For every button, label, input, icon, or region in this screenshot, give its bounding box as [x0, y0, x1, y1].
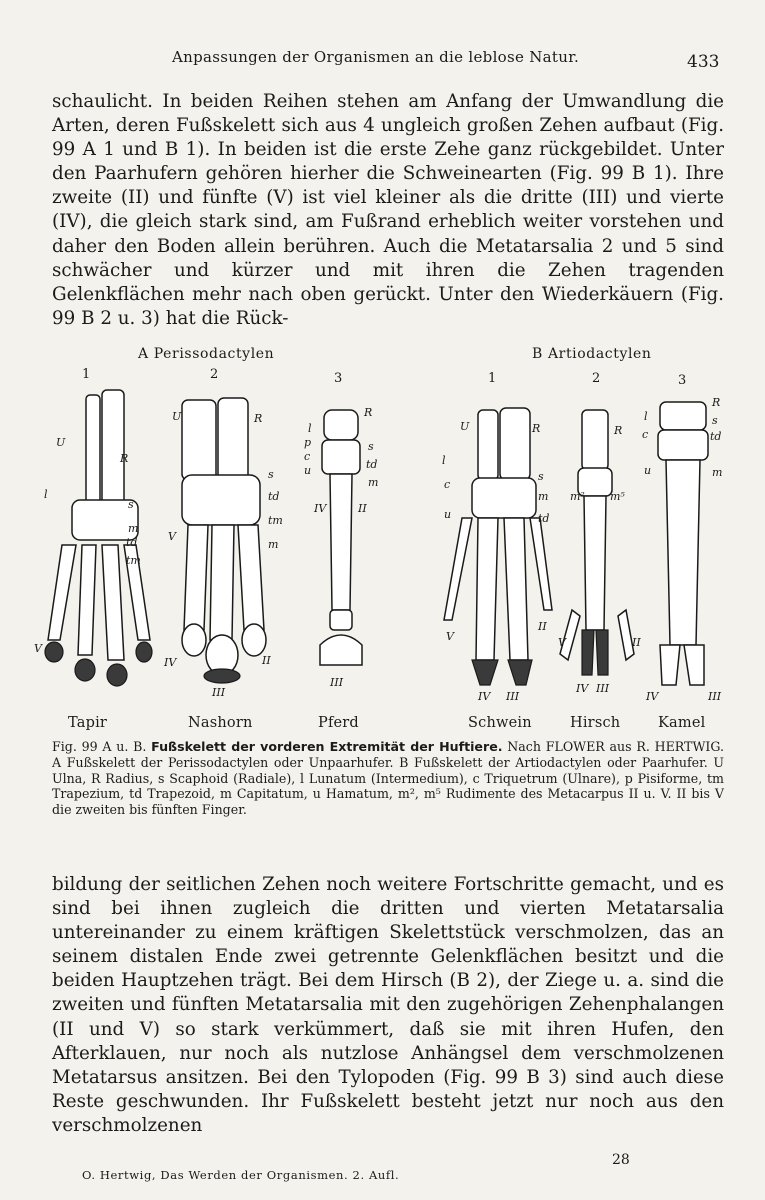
- label-hamatum-horse: u: [304, 464, 312, 477]
- panel-number-b1: 1: [488, 371, 497, 386]
- label-digit-iii-horse: III: [330, 676, 344, 689]
- footer-sheet-number: 28: [612, 1152, 630, 1168]
- label-ulna-rhino: U: [172, 410, 182, 423]
- label-trapezoid-pig: td: [538, 512, 550, 525]
- label-trapezoid-horse: td: [366, 458, 378, 471]
- pig-skeleton: [442, 408, 552, 703]
- label-lunatum-pig: l: [442, 454, 446, 467]
- label-scaphoid-horse: s: [368, 440, 374, 453]
- label-digit-v-deer: V: [558, 636, 566, 649]
- label-radius-deer: R: [614, 424, 623, 437]
- running-header: [0, 48, 765, 78]
- label-scaphoid-rhino: s: [268, 468, 274, 481]
- animal-label-pferd: Pferd: [318, 715, 359, 731]
- label-digit-iii-deer: III: [596, 682, 610, 695]
- label-digit-iv-horse: IV: [314, 502, 327, 515]
- label-ulna-pig: U: [460, 420, 470, 433]
- label-trapezium-tapir: tm: [126, 554, 141, 567]
- label-digit-iii-camel: III: [708, 690, 722, 703]
- page-number: 433: [687, 52, 720, 72]
- label-triquetrum-horse: c: [304, 450, 311, 463]
- animal-label-nashorn: Nashorn: [188, 715, 253, 731]
- label-radius-tapir: R: [120, 452, 129, 465]
- label-digit-iii-pig: III: [506, 690, 520, 703]
- label-ulna-tapir: U: [56, 436, 66, 449]
- label-triquetrum-camel: c: [642, 428, 649, 441]
- label-pisiforme-horse: p: [304, 436, 312, 449]
- label-digit-ii-horse: II: [358, 502, 367, 515]
- foot-skeleton-illustration: [32, 340, 732, 715]
- label-lunatum-horse: l: [308, 422, 312, 435]
- figure-99: [32, 340, 732, 740]
- label-capitatum-pig: m: [538, 490, 549, 503]
- label-digit-ii-pig: II: [538, 620, 547, 633]
- label-scaphoid-tapir: s: [128, 498, 134, 511]
- label-scaphoid-camel: s: [712, 414, 718, 427]
- caption-title: Fußskelett der vorderen Extremität der Huftiere.: [151, 739, 503, 754]
- panel-number-b3: 3: [678, 373, 687, 388]
- figure-caption: [52, 739, 724, 818]
- label-lunatum-camel: l: [644, 410, 648, 423]
- figure-group-b-title: B Artiodactylen: [532, 346, 652, 362]
- label-digit-v-pig: V: [446, 630, 454, 643]
- label-digit-v-rhino: V: [168, 530, 176, 543]
- label-lunatum-tapir: l: [44, 488, 48, 501]
- label-hamatum-pig: u: [444, 508, 452, 521]
- label-radius-pig: R: [532, 422, 541, 435]
- running-title: Anpassungen der Organismen an die leblose Natur.: [172, 48, 580, 66]
- label-capitatum-camel: m: [712, 466, 723, 479]
- label-digit-iv-pig: IV: [478, 690, 491, 703]
- label-capitatum-horse: m: [368, 476, 379, 489]
- animal-label-tapir: Tapir: [68, 715, 108, 731]
- rhino-skeleton: [163, 398, 283, 699]
- tapir-skeleton: [34, 390, 152, 686]
- deer-skeleton: [558, 410, 641, 695]
- horse-skeleton: [304, 406, 378, 689]
- label-m5-deer: m⁵: [610, 490, 625, 503]
- label-triquetrum-pig: c: [444, 478, 451, 491]
- figure-group-a-title: A Perissodactylen: [138, 346, 275, 362]
- label-trapezoid-camel: td: [710, 430, 722, 443]
- panel-number-a2: 2: [210, 367, 219, 382]
- label-radius-rhino: R: [254, 412, 263, 425]
- label-digit-iv-deer: IV: [576, 682, 589, 695]
- animal-label-kamel: Kamel: [658, 715, 706, 731]
- panel-number-a3: 3: [334, 371, 343, 386]
- label-scaphoid-pig: s: [538, 470, 544, 483]
- label-digit-iv-camel: IV: [646, 690, 659, 703]
- label-digit-iii-rhino: III: [212, 686, 226, 699]
- body-paragraph-1: schaulicht. In beiden Reihen stehen am Anfang der Umwandlung die Arten, deren Fußskelett sich aus 4 ungleich großen Zehen aufbaut (Fig. 99 A 1 und B 1). In beiden ist die erste Zehe ganz rückgebildet. Unter den Paarhufern gehören hierher die Schweinearten (Fig. 99 B 1). Ihre zweite (II) und fünfte (V) ist viel kleiner als die dritte (III) und vierte (IV), die gleich stark sind, am Fußrand erheblich weiter vorstehen und daher den Boden allein berühren. Auch die Metatarsalia 2 und 5 sind schwächer und kürzer und mit ihren die Zehen tragenden Gelenkflächen mehr nach oben gerückt. Unter den Wiederkäuern (Fig. 99 B 2 u. 3) hat die Rück-: [52, 91, 724, 329]
- panel-number-a1: 1: [82, 367, 91, 382]
- label-m2-deer: m²: [570, 490, 585, 503]
- body-paragraph-2: bildung der seitlichen Zehen noch weitere Fortschritte gemacht, und es sind bei ihnen zugleich die dritten und vierten Metatarsalia untereinander zu einem kräftigen Skelettstück verschmolzen, das an seinem distalen Ende zwei getrennte Gelenkflächen besitzt und die beiden Hauptzehen trägt. Bei dem Hirsch (B 2), der Ziege u. a. sind die zweiten und fünften Metatarsalia mit den zugehörigen Zehenphalangen (II und V) so stark verkümmert, daß sie mit ihren Hufen, den Afterklauen, nur noch als nutzlose Anhängsel dem verschmolzenen Metatarsus ansitzen. Bei den Tylopoden (Fig. 99 B 3) sind auch diese Reste geschwunden. Ihr Fußskelett besteht jetzt nur noch aus den verschmolzenen: [52, 874, 724, 1136]
- label-trapezoid-rhino: td: [268, 490, 280, 503]
- animal-label-hirsch: Hirsch: [570, 715, 621, 731]
- panel-number-b2: 2: [592, 371, 601, 386]
- label-trapezoid-tapir: td: [126, 536, 138, 549]
- label-digit-ii-rhino: II: [262, 654, 271, 667]
- caption-prefix: Fig. 99 A u. B.: [52, 739, 147, 754]
- label-digit-iv-rhino: IV: [164, 656, 177, 669]
- label-digit-v-tapir: V: [34, 642, 42, 655]
- label-radius-horse: R: [364, 406, 373, 419]
- animal-label-schwein: Schwein: [468, 715, 532, 731]
- caption-body: Nach FLOWER aus R. HERTWIG. A Fußskelett der Perissodactylen oder Unpaarhufer. B Fußskelett der Artiodactylen oder Paarhufer. U Ulna, R Radius, s Scaphoid (Radiale), l Lunatum (Intermedium), c Triquetrum (Ulnare), p Pisiforme, tm Trapezium, td Trapezoid, m Capitatum, u Hamatum, m², m⁵ Rudimente des Metacarpus II u. V. II bis V die zweiten bis fünften Finger.: [52, 739, 724, 818]
- camel-skeleton: [642, 396, 722, 703]
- label-hamatum-camel: u: [644, 464, 652, 477]
- label-capitatum-rhino: m: [268, 538, 279, 551]
- label-trapezium-rhino: tm: [268, 514, 283, 527]
- label-digit-ii-deer: II: [632, 636, 641, 649]
- footer-author-line: O. Hertwig, Das Werden der Organismen. 2. Aufl.: [82, 1168, 400, 1182]
- label-radius-camel: R: [712, 396, 721, 409]
- label-capitatum-tapir: m: [128, 522, 139, 535]
